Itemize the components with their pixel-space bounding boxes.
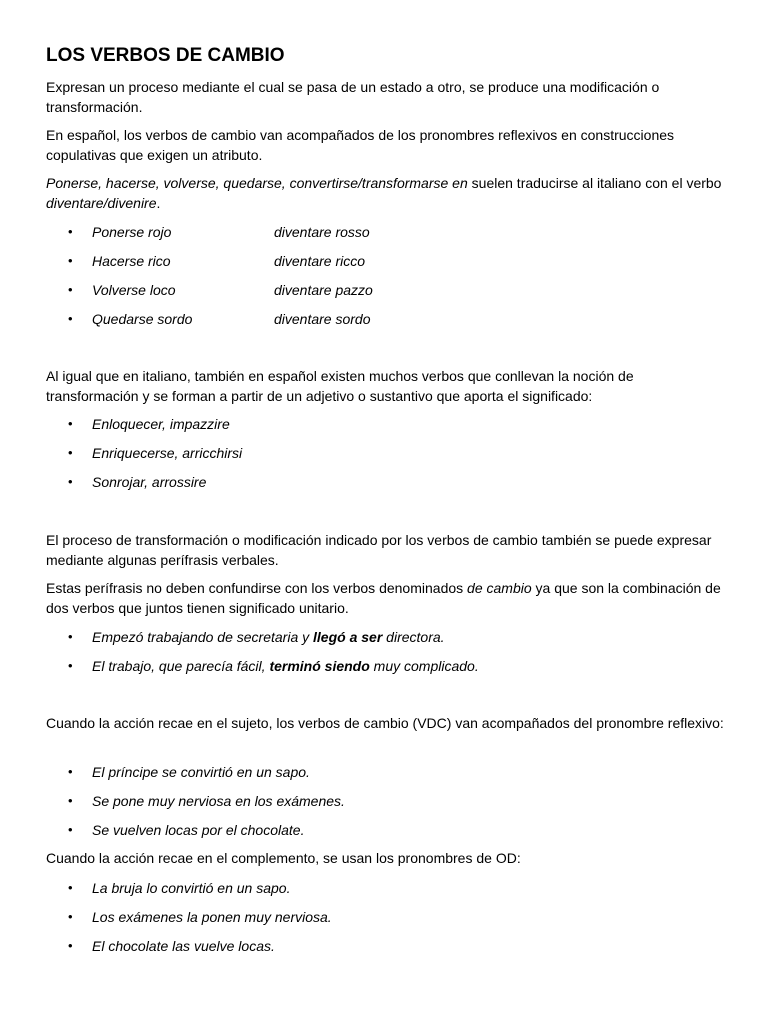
list-item [0,309,768,329]
paragraph-subject-text: Cuando la acción recae en el sujeto, los verbos de cambio (VDC) van acompañados del pronombre reflexivo: [46,715,724,731]
list-item-text: Los exámenes la ponen muy nerviosa. [92,909,332,925]
bullet-icon: • [68,474,73,489]
italian-phrase: diventare sordo [274,311,371,327]
list-item [0,656,768,676]
paragraph-distinction-text [46,579,726,618]
list-item [0,627,768,647]
spanish-phrase: Hacerse rico [92,253,171,269]
bullet-icon: • [68,764,73,779]
distinction-part-1: Estas perífrasis no deben confundirse con los verbos denominados [46,580,468,596]
italian-verb-italic: diventare/divenire [46,194,157,211]
paragraph-periphrasis-text: El proceso de transformación o modificación indicado por los verbos de cambio también se puede expresar mediante algunas perífrasis verbales. [46,532,712,568]
example-sentence [92,656,479,676]
italian-phrase: diventare rosso [274,224,370,240]
example-part-c: directora. [382,629,445,645]
bullet-icon: • [68,880,73,895]
list-item [0,443,768,463]
example-part-a: Empezó trabajando de secretaria y [92,629,314,645]
list-item [0,820,768,840]
paragraph-reflexive-text: En español, los verbos de cambio van acompañados de los pronombres reflexivos en construcciones copulativas que exigen un atributo. [46,127,675,163]
list-item [0,472,768,492]
intro-paragraph [46,78,726,117]
bullet-icon: • [68,822,73,837]
page-title: LOS VERBOS DE CAMBIO [46,45,285,66]
list-item-text: El chocolate las vuelve locas. [92,938,275,954]
paragraph-distinction [46,579,726,618]
italian-phrase: diventare pazzo [274,282,373,298]
list-item-text: Se vuelven locas por el chocolate. [92,822,305,838]
bullet-icon: • [68,416,73,431]
list-item [0,414,768,434]
paragraph-periphrasis [46,531,726,570]
verb-list-italic: Ponerse, hacerse, volverse, quedarse, convertirse/transformarse en [46,175,468,191]
bullet-icon: • [68,224,73,239]
bullet-icon: • [68,311,73,326]
list-item-text: Enloquecer, impazzire [92,416,230,432]
paragraph-subject [46,714,726,734]
bullet-icon: • [68,793,73,808]
list-item [0,251,768,271]
spanish-phrase: Volverse loco [92,282,176,298]
list-item-text: Sonrojar, arrossire [92,474,207,490]
list-item [0,222,768,242]
paragraph-reflexive [46,126,726,165]
paragraph-complement [46,849,726,869]
paragraph-translation-text [46,174,726,213]
list-item [0,791,768,811]
bullet-icon: • [68,909,73,924]
list-item-text: La bruja lo convirtió en un sapo. [92,880,291,896]
paragraph-derived-verbs [46,367,726,406]
spanish-phrase: Quedarse sordo [92,311,193,327]
bullet-icon: • [68,658,73,673]
paragraph-definition: Expresan un proceso mediante el cual se pasa de un estado a otro, se produce una modificación o transformación. [46,79,660,115]
spanish-phrase: Ponerse rojo [92,224,172,240]
list-item [0,936,768,956]
list-item-text: Se pone muy nerviosa en los exámenes. [92,793,345,809]
example-sentence [92,627,445,647]
example-part-a: El trabajo, que parecía fácil, [92,658,270,674]
list-item [0,878,768,898]
list-item-text: Enriquecerse, arricchirsi [92,445,243,461]
list-item [0,762,768,782]
paragraph-complement-text: Cuando la acción recae en el complemento, se usan los pronombres de OD: [46,850,521,866]
bullet-icon: • [68,629,73,644]
bullet-icon: • [68,938,73,953]
list-item [0,907,768,927]
bullet-icon: • [68,282,73,297]
bullet-icon: • [68,253,73,268]
example-bold-periphrasis: llegó a ser [313,629,383,645]
translation-period: . [156,194,161,211]
paragraph-derived-verbs-text: Al igual que en italiano, también en español existen muchos verbos que conllevan la noción de transformación y se forman a partir de un adjetivo o sustantivo que aporta el significado: [46,368,634,404]
paragraph-translation [46,174,726,213]
distinction-part-2: ya que son la combinación de dos verbos que juntos tienen significado unitario. [46,580,721,616]
list-item-text: El príncipe se convirtió en un sapo. [92,764,310,780]
distinction-italic: de cambio [467,580,532,596]
bullet-icon: • [68,445,73,460]
translation-connector: suelen traducirse al italiano con el verbo [467,175,722,191]
example-part-c: muy complicado. [369,658,479,674]
list-item [0,280,768,300]
example-bold-periphrasis: terminó siendo [269,658,370,674]
italian-phrase: diventare ricco [274,253,366,269]
